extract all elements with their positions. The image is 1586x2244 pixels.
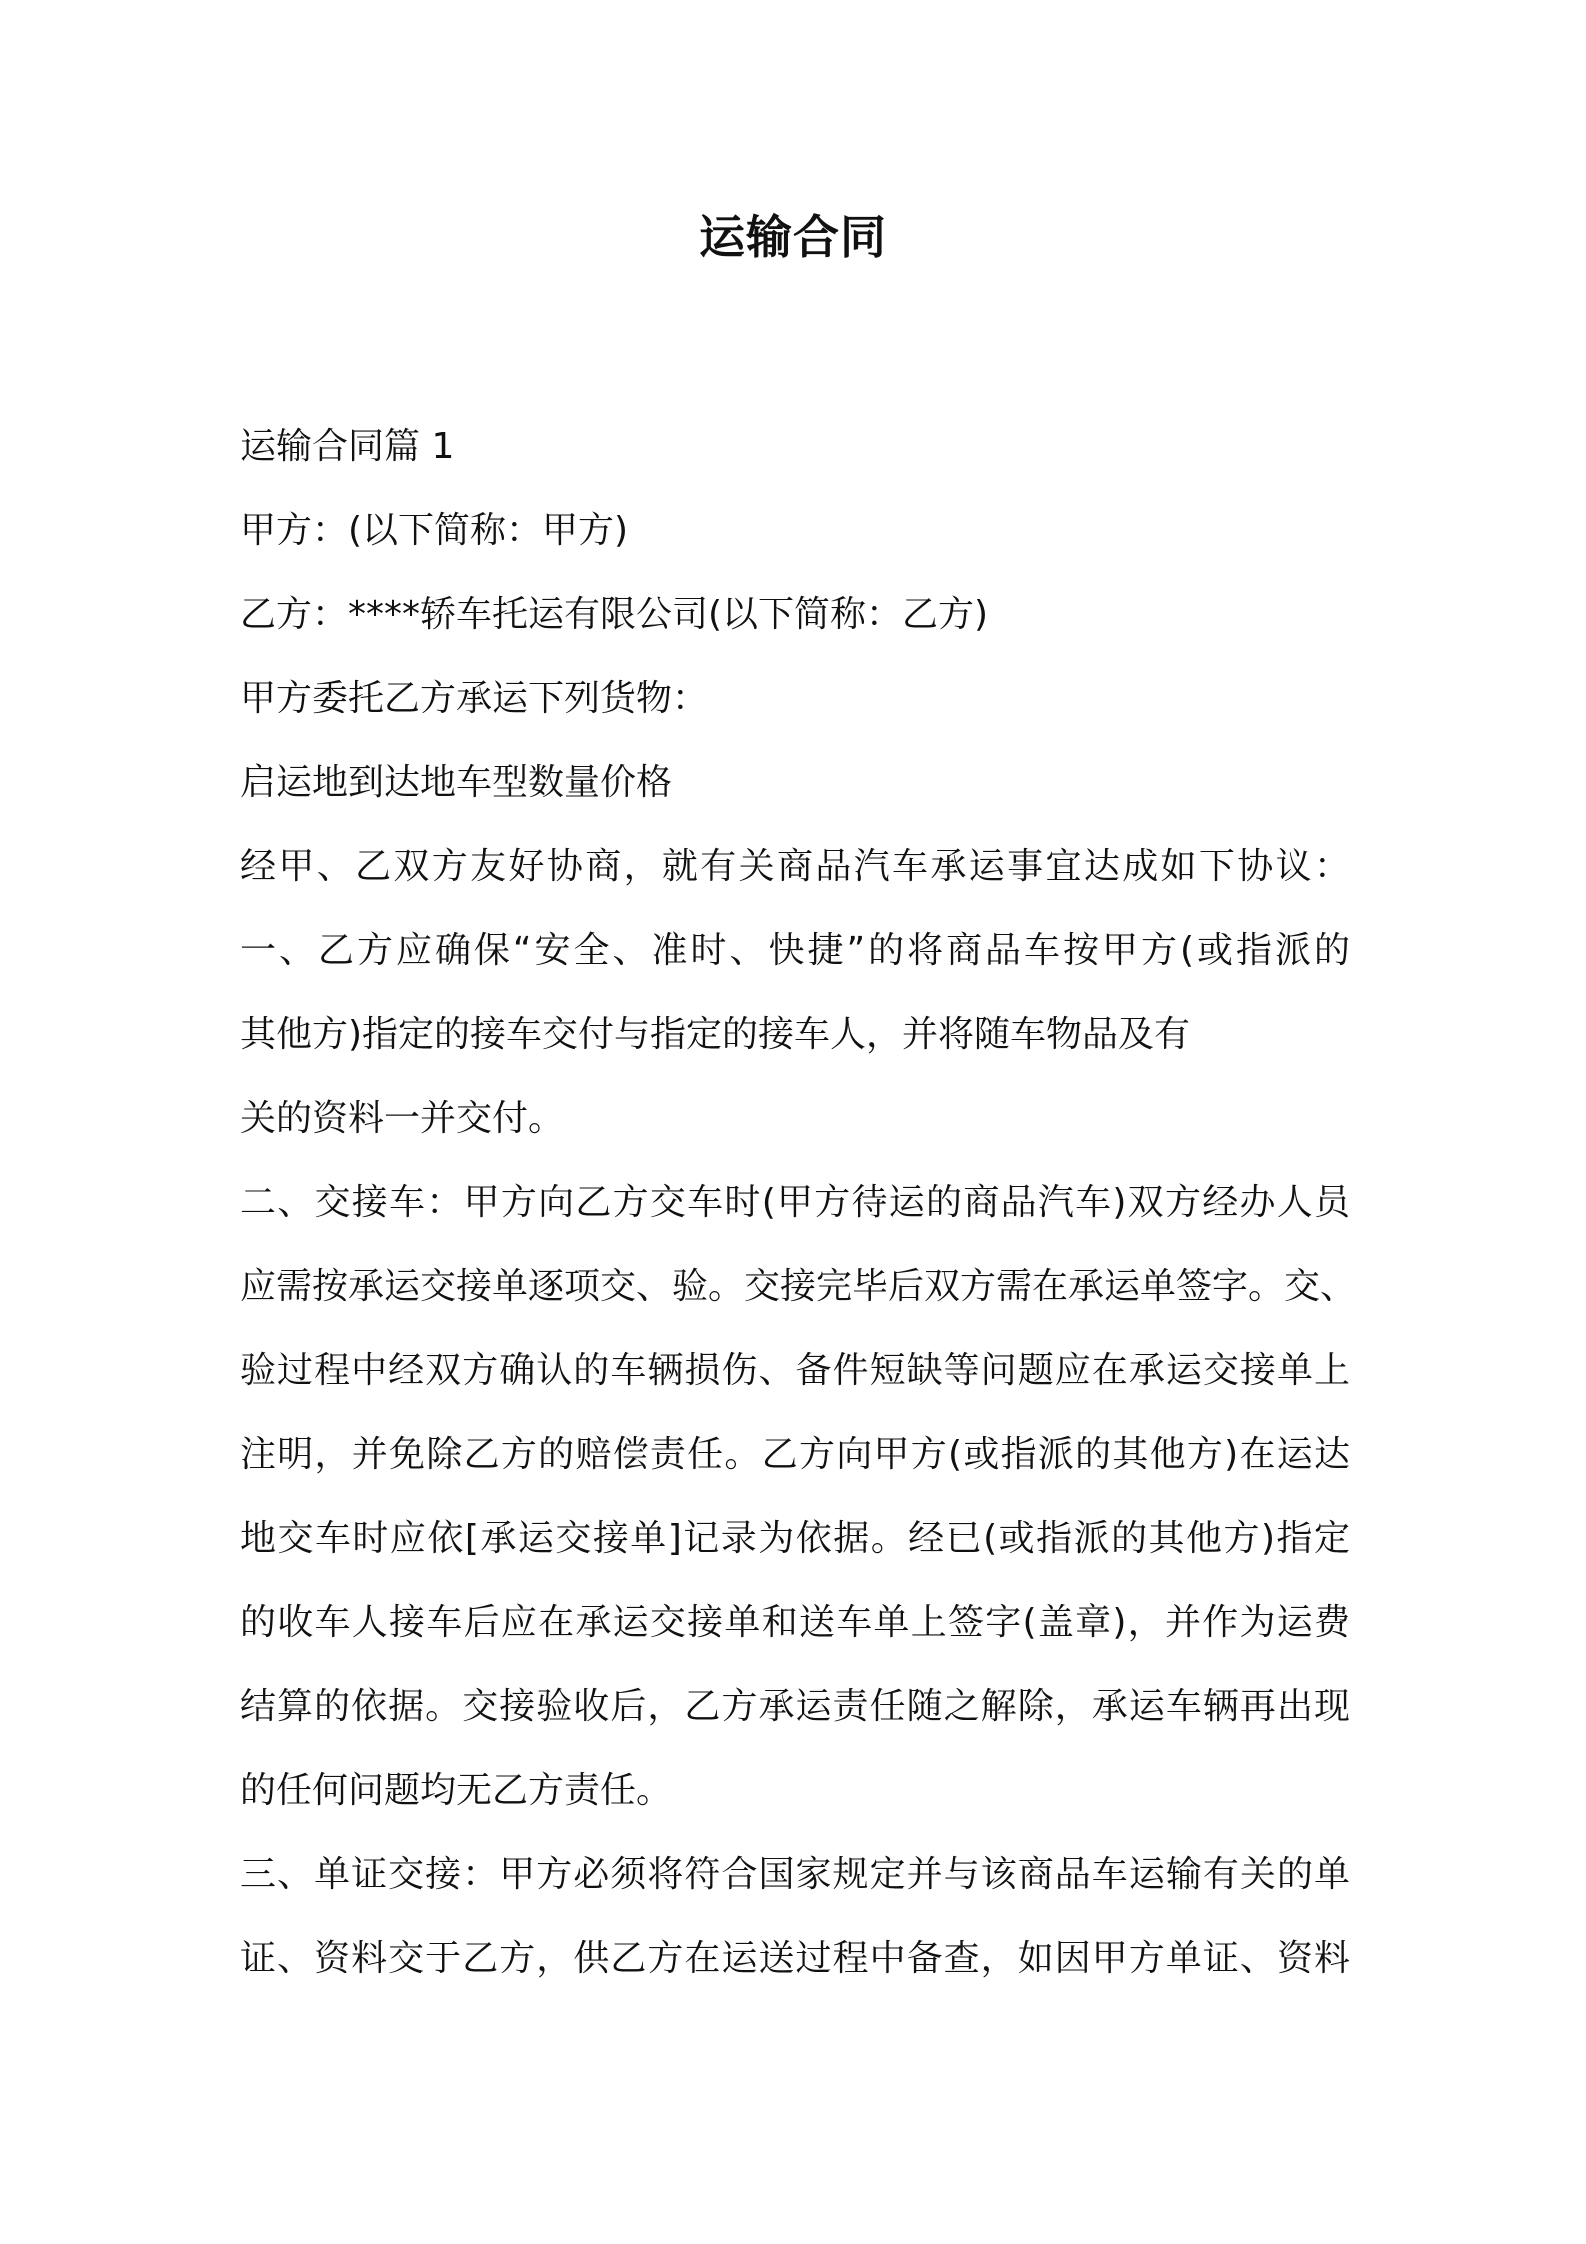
paragraph-line: 关的资料一并交付。 (240, 1098, 565, 1139)
paragraph-line: 地交车时应依[承运交接单]记录为依据。经已(或指派的其他方)指定 (240, 1518, 1350, 1559)
paragraph-line: 应需按承运交接单逐项交、验。交接完毕后双方需在承运单签字。交、 (240, 1266, 1357, 1307)
document-body (240, 405, 1357, 2001)
paragraph-line: 二、交接车：甲方向乙方交车时(甲方待运的商品汽车)双方经办人员 (240, 1182, 1350, 1223)
paragraph-line: 验过程中经双方确认的车辆损伤、备件短缺等问题应在承运交接单上 (240, 1350, 1350, 1391)
section-heading: 运输合同篇 1 (240, 426, 455, 467)
paragraph-line: 其他方)指定的接车交付与指定的接车人，并将随车物品及有 (240, 1014, 1191, 1055)
paragraph-line: 的任何问题均无乙方责任。 (240, 1770, 673, 1811)
paragraph-line: 证、资料交于乙方，供乙方在运送过程中备查，如因甲方单证、资料 (240, 1938, 1350, 1979)
document-title: 运输合同 (699, 210, 887, 264)
paragraph-line: 甲方委托乙方承运下列货物： (240, 678, 709, 719)
paragraph-line: 的收车人接车后应在承运交接单和送车单上签字(盖章)，并作为运费 (240, 1602, 1350, 1643)
paragraph-line: 三、单证交接：甲方必须将符合国家规定并与该商品车运输有关的单 (240, 1854, 1350, 1895)
paragraph-line: 注明，并免除乙方的赔偿责任。乙方向甲方(或指派的其他方)在运达 (240, 1434, 1350, 1475)
party-b-line: 乙方：****轿车托运有限公司(以下简称：乙方) (240, 594, 989, 635)
paragraph-line: 一、乙方应确保“安全、准时、快捷”的将商品车按甲方(或指派的 (240, 930, 1350, 971)
party-a-line: 甲方：(以下简称：甲方) (240, 510, 629, 551)
paragraph-line: 启运地到达地车型数量价格 (240, 762, 673, 803)
paragraph-line: 经甲、乙双方友好协商，就有关商品汽车承运事宜达成如下协议： (240, 846, 1350, 887)
paragraph-line: 结算的依据。交接验收后，乙方承运责任随之解除，承运车辆再出现 (240, 1686, 1350, 1727)
